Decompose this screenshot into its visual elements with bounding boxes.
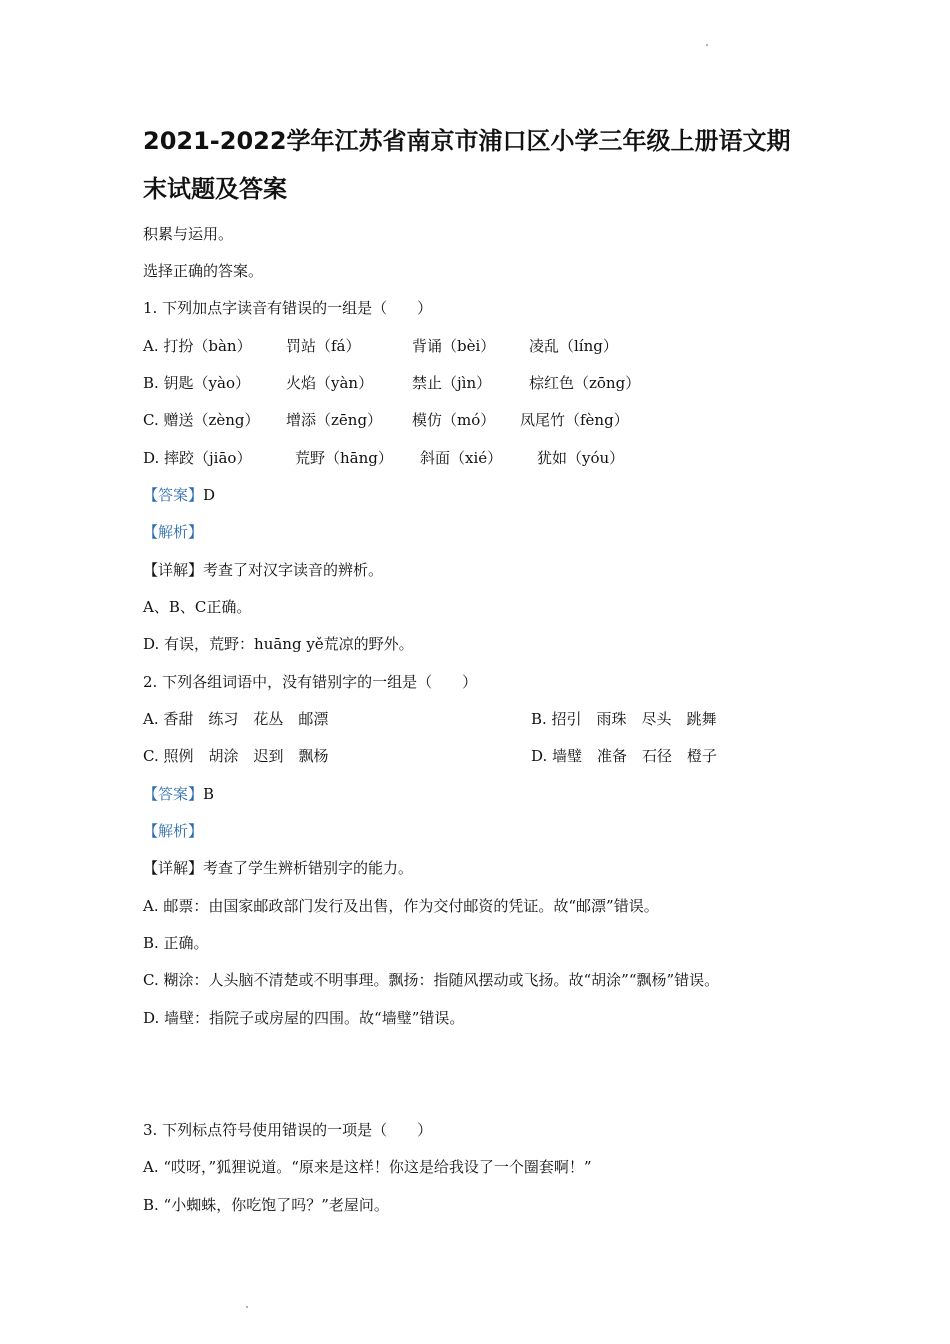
q2-analysis-tag: 【解析】 <box>143 822 204 840</box>
detail-text: 考查了学生辨析错别字的能力。 <box>203 859 414 877</box>
q2-detail <box>143 857 413 879</box>
q1-c-2: 增添（zēng） <box>286 411 383 429</box>
answer-value: B <box>203 785 215 803</box>
q1-b-1: B. 钥匙（yào） <box>143 374 251 392</box>
q1-a-3: 背诵（bèi） <box>412 337 496 355</box>
q2-option-a: A. 香甜 练习 花丛 邮漂 <box>143 710 329 728</box>
detail-tag: 【详解】 <box>143 859 204 877</box>
detail-tag: 【详解】 <box>143 561 204 579</box>
doc-title-line1: 2021-2022学年江苏省南京市浦口区小学三年级上册语文期 <box>143 127 791 155</box>
scan-dot <box>706 44 708 46</box>
q1-option-b <box>143 372 640 394</box>
q2-option-d: D. 墙璧 准备 石径 橙子 <box>531 747 718 765</box>
q1-detail <box>143 559 383 581</box>
q1-b-3: 禁止（jìn） <box>412 374 492 392</box>
q1-a-1: A. 打扮（bàn） <box>143 337 252 355</box>
q1-explanation-1: A、B、C正确。 <box>143 598 252 616</box>
q1-d-4: 犹如（yóu） <box>537 449 625 467</box>
answer-value: D <box>203 486 216 504</box>
q2-stem: 2. 下列各组词语中，没有错别字的一组是（ ） <box>143 673 478 691</box>
q2-explanation-2: B. 正确。 <box>143 934 209 952</box>
q1-d-3: 斜面（xié） <box>420 449 503 467</box>
q1-option-a <box>143 335 618 357</box>
q3-stem: 3. 下列标点符号使用错误的一项是（ ） <box>143 1121 433 1139</box>
q1-b-4: 棕红色（zōng） <box>529 374 641 392</box>
instruction: 选择正确的答案。 <box>143 262 264 280</box>
q1-a-4: 凌乱（líng） <box>529 337 618 355</box>
q2-option-c: C. 照例 胡涂 迟到 飘杨 <box>143 747 329 765</box>
q3-option-a: A. “哎呀，”狐狸说道。“原来是这样！你这是给我设了一个圈套啊！” <box>143 1158 592 1176</box>
q1-d-1: D. 摔跤（jiāo） <box>143 449 252 467</box>
q1-c-3: 模仿（mó） <box>412 411 496 429</box>
q2-explanation-3: C. 糊涂：人头脑不清楚或不明事理。飘扬：指随风摆动或飞扬。故“胡涂”“飘杨”错误。 <box>143 971 720 989</box>
q1-answer <box>143 484 215 506</box>
q1-option-d <box>143 447 624 469</box>
q1-explanation-2: D. 有误，荒野：huāng yě荒凉的野外。 <box>143 635 414 653</box>
q2-explanation-1: A. 邮票：由国家邮政部门发行及出售，作为交付邮资的凭证。故“邮漂”错误。 <box>143 897 659 915</box>
q1-option-c <box>143 409 629 431</box>
section-heading: 积累与运用。 <box>143 225 234 243</box>
q2-explanation-4: D. 墙壁：指院子或房屋的四围。故“墙璧”错误。 <box>143 1009 465 1027</box>
answer-tag: 【答案】 <box>143 785 204 803</box>
scan-dot <box>246 1306 248 1308</box>
detail-text: 考查了对汉字读音的辨析。 <box>203 561 384 579</box>
q1-c-1: C. 赠送（zèng） <box>143 411 260 429</box>
q1-a-2: 罚站（fá） <box>286 337 361 355</box>
q1-stem: 1. 下列加点字读音有错误的一组是（ ） <box>143 299 433 317</box>
doc-title-line2: 末试题及答案 <box>143 175 287 203</box>
q3-option-b: B. “小蜘蛛，你吃饱了吗？”老屋问。 <box>143 1196 389 1214</box>
q1-c-4: 凤尾竹（fèng） <box>520 411 629 429</box>
q2-answer <box>143 783 214 805</box>
answer-tag: 【答案】 <box>143 486 204 504</box>
q2-option-b: B. 招引 雨珠 尽头 跳舞 <box>531 710 717 728</box>
q1-d-2: 荒野（hāng） <box>295 449 393 467</box>
q1-analysis-tag: 【解析】 <box>143 523 204 541</box>
q1-b-2: 火焰（yàn） <box>286 374 374 392</box>
